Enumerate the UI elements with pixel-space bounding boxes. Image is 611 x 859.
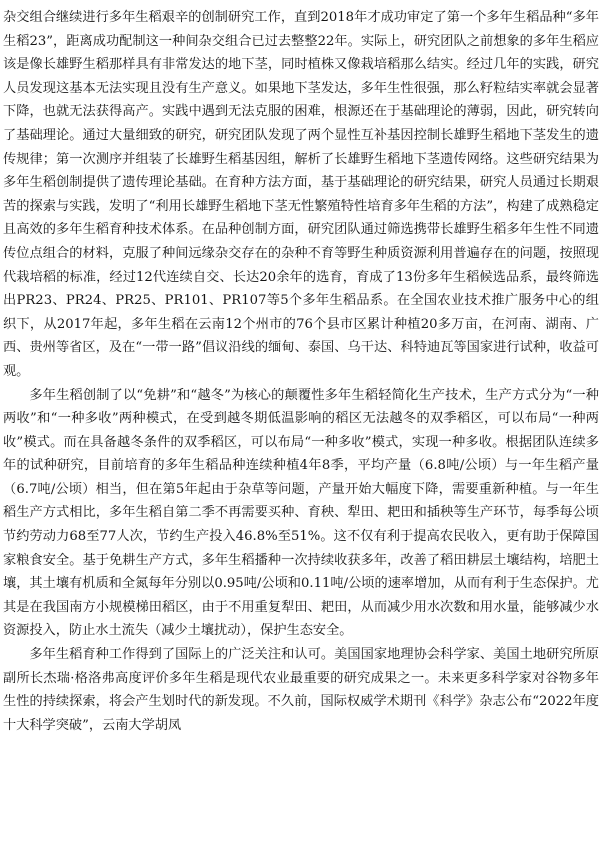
- paragraph-3: 多年生稻育种工作得到了国际上的广泛关注和认可。美国国家地理协会科学家、美国土地研究所原副所长杰瑞·格洛弗高度评价多年生稻是现代农业最重要的研究成果之一。未来更多科学家对谷物多年生性的持续探索，将会产生划时代的新发现。不久前，国际权威学术期刊《科学》杂志公布“2022年度十大科学突破”，云南大学胡凤: [3, 647, 599, 733]
- paragraph-2: 多年生稻创制了以“免耕”和“越冬”为核心的颠覆性多年生稻轻简化生产技术，生产方式分为“一种两收”和“一种多收”两种模式，在受到越冬期低温影响的稻区无法越冬的双季稻区，可以布局“一种两收”模式。而在具备越冬条件的双季稻区，可以布局“一种多收”模式，实现一种多收。根据团队连续多年的试种研究，目前培育的多年生稻品种连续种植4年8季，平均产量（6.8吨/公顷）与一年生稻产量（6.7吨/公顷）相当，但在第5年起由于杂草等问题，产量开始大幅度下降，需要重新种植。与一年生稻生产方式相比，多年生稻自第二季不再需要买种、育秧、犁田、耙田和插秧等生产环节，每季每公顷节约劳动力68至77人次，节约生产投入46.8%至51%。这不仅有利于提高农民收入，更有助于保障国家粮食安全。基于免耕生产方式，多年生稻播种一次持续收获多年，改善了稻田耕层土壤结构，培肥土壤，其土壤有机质和全氮每年分别以0.95吨/公顷和0.11吨/公顷的速率增加，从而有利于生态保护。尤其是在我国南方小规模梯田稻区，由于不用重复犁田、耙田，从而减少用水次数和用水量，能够减少水资源投入，防止水土流失（减少土壤扰动），保护生态安全。: [3, 387, 599, 639]
- paragraph-1: 杂交组合继续进行多年生稻艰辛的创制研究工作，直到2018年才成功审定了第一个多年生稻品种“多年生稻23”，距离成功配制这一种间杂交组合已过去整整22年。实际上，研究团队之前想象的多年生稻应该是像长雄野生稻那样具有非常发达的地下茎，同时植株又像栽培稻那么结实。经过几年的实践，研究人员发现这基本无法实现且没有生产意义。如果地下茎发达，多年生性很强，那么籽粒结实率就会显著下降，也就无法获得高产。实践中遇到无法克服的困难，根源还在于基础理论的薄弱，因此，研究转向了基础理论。通过大量细致的研究，研究团队发现了两个显性互补基因控制长雄野生稻地下茎发生的遗传规律；第一次测序并组装了长雄野生稻基因组，解析了长雄野生稻地下茎遗传网络。这些研究结果为多年生稻创制提供了遗传理论基础。在育种方法方面，基于基础理论的研究结果，研究人员通过长期艰苦的探索与实践，发明了“利用长雄野生稻地下茎无性繁殖特性培育多年生稻的方法”，构建了成熟稳定且高效的多年生稻育种技术体系。在品种创制方面，研究团队通过筛选携带长雄野生稻多年生性不同遗传位点组合的材料，克服了种间远缘杂交存在的杂种不育等野生种质资源利用普遍存在的问题，按照现代栽培稻的标准，经过12代连续自交、长达20余年的选育，育成了13份多年生稻候选品系，最终筛选出PR23、PR24、PR25、PR101、PR107等5个多年生稻品系。在全国农业技术推广服务中心的组织下，从2017年起，多年生稻在云南12个州市的76个县市区累计种植20多万亩，在河南、湖南、广西、贵州等省区，及在“一带一路”倡议沿线的缅甸、泰国、乌干达、科特迪瓦等国家进行试种，收益可观。: [3, 10, 599, 379]
- document-page: [3, 6, 599, 737]
